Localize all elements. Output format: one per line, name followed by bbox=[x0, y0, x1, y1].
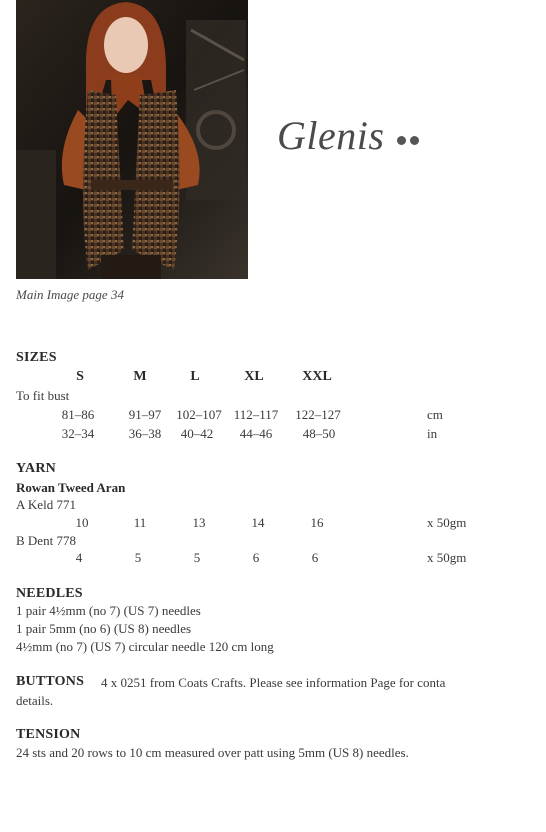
size-col-xxl: XXL bbox=[302, 369, 332, 384]
yarn-a-l: 13 bbox=[192, 515, 206, 530]
yarn-b-m: 5 bbox=[134, 550, 142, 565]
main-photo bbox=[16, 0, 248, 279]
bust-cm-m: 91–97 bbox=[128, 407, 162, 422]
image-caption: Main Image page 34 bbox=[16, 287, 124, 302]
yarn-a-m: 11 bbox=[133, 515, 147, 530]
bust-in-m: 36–38 bbox=[128, 426, 162, 441]
bust-cm-xl: 112–117 bbox=[233, 407, 279, 422]
bust-in-s: 32–34 bbox=[61, 426, 95, 441]
yarn-b-s: 4 bbox=[75, 550, 83, 565]
tension-text: 24 sts and 20 rows to 10 cm measured over patt using 5mm (US 8) needles. bbox=[16, 745, 409, 760]
yarn-a-xxl: 16 bbox=[310, 515, 324, 530]
yarn-b-unit: x 50gm bbox=[427, 550, 467, 565]
buttons-heading: BUTTONS bbox=[16, 674, 85, 689]
yarn-b-xl: 6 bbox=[252, 550, 260, 565]
bust-cm-unit: cm bbox=[427, 407, 443, 422]
yarn-b-xxl: 6 bbox=[311, 550, 319, 565]
size-col-l: L bbox=[190, 369, 200, 384]
size-col-xl: XL bbox=[244, 369, 264, 384]
yarn-colour-a-label: A Keld 771 bbox=[16, 497, 76, 512]
difficulty-rating bbox=[397, 132, 423, 150]
pattern-title: Glenis bbox=[277, 113, 385, 158]
buttons-text-cont: details. bbox=[16, 693, 54, 708]
needle-line-3: 4½mm (no 7) (US 7) circular needle 120 cm long bbox=[16, 639, 274, 654]
needle-line-1: 1 pair 4½mm (no 7) (US 7) needles bbox=[16, 603, 201, 618]
bust-cm-l: 102–107 bbox=[176, 407, 222, 422]
yarn-b-l: 5 bbox=[193, 550, 201, 565]
difficulty-dot-icon bbox=[410, 136, 419, 145]
yarn-name: Rowan Tweed Aran bbox=[16, 480, 126, 495]
bust-in-xl: 44–46 bbox=[239, 426, 273, 441]
needles-heading: NEEDLES bbox=[16, 586, 83, 601]
size-col-m: M bbox=[133, 369, 147, 384]
bust-cm-xxl: 122–127 bbox=[295, 407, 341, 422]
size-col-s: S bbox=[76, 369, 84, 384]
fit-bust-label: To fit bust bbox=[16, 388, 70, 403]
bust-in-l: 40–42 bbox=[180, 426, 214, 441]
bust-cm-s: 81–86 bbox=[61, 407, 95, 422]
buttons-text: 4 x 0251 from Coats Crafts. Please see information Page for conta bbox=[101, 675, 446, 690]
needle-line-2: 1 pair 5mm (no 6) (US 8) needles bbox=[16, 621, 192, 636]
sizes-heading: SIZES bbox=[16, 350, 57, 365]
yarn-a-s: 10 bbox=[75, 515, 89, 530]
bust-in-xxl: 48–50 bbox=[302, 426, 336, 441]
bust-in-unit: in bbox=[427, 426, 438, 441]
yarn-colour-b-label: B Dent 778 bbox=[16, 533, 76, 548]
yarn-a-unit: x 50gm bbox=[427, 515, 467, 530]
yarn-a-xl: 14 bbox=[251, 515, 265, 530]
yarn-heading: YARN bbox=[16, 461, 56, 476]
tension-heading: TENSION bbox=[16, 727, 81, 742]
difficulty-dot-icon bbox=[397, 136, 406, 145]
